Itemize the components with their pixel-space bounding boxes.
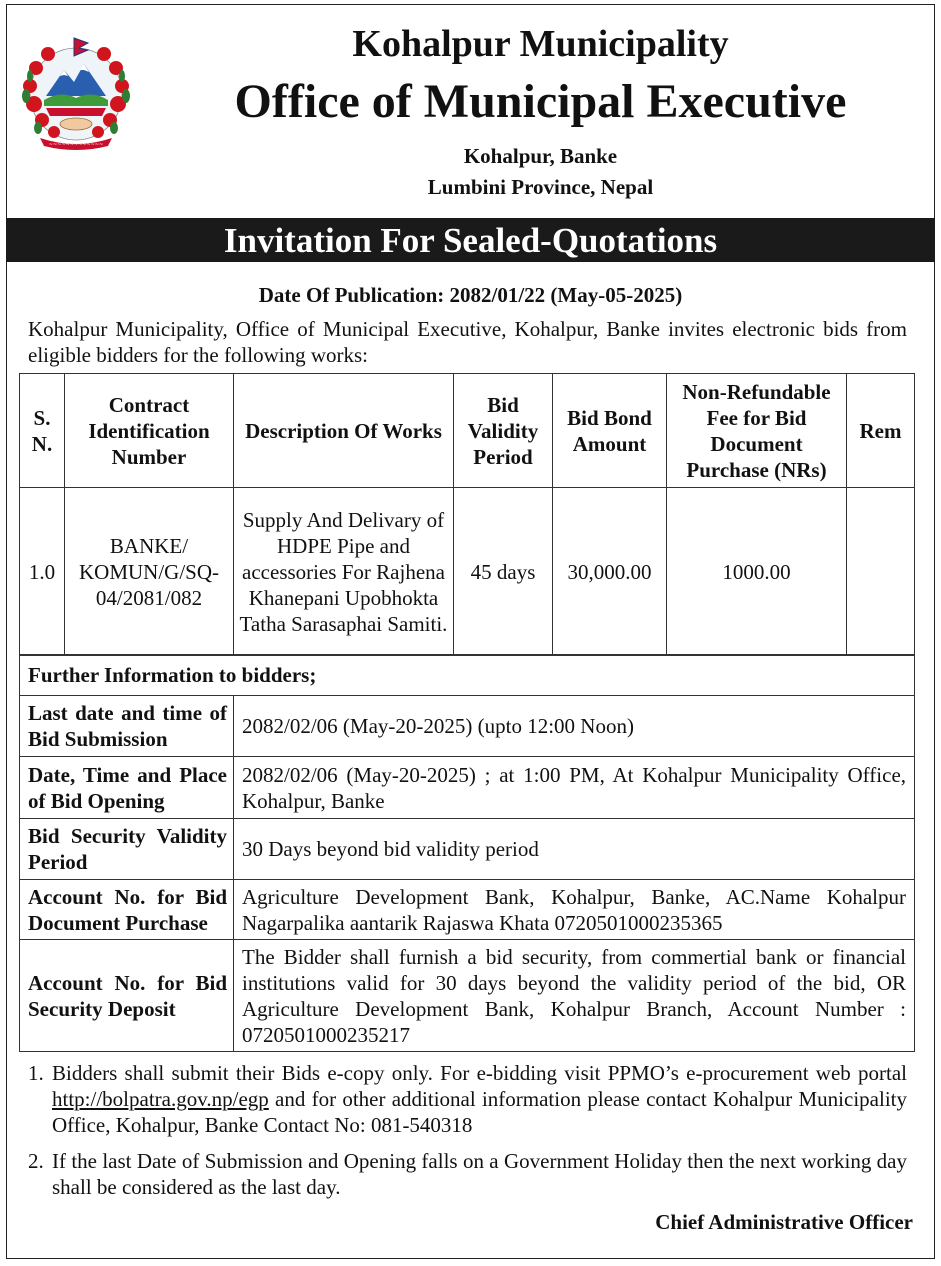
col-header-fee: Non-Refundable Fee for Bid Document Purchase (NRs): [667, 374, 847, 488]
further-info-title: Further Information to bidders;: [20, 655, 915, 696]
info-label-document-account: Account No. for Bid Document Purchase: [20, 880, 234, 940]
info-row: [20, 819, 915, 880]
info-row: [20, 880, 915, 940]
col-header-bid-bond: Bid Bond Amount: [553, 374, 667, 488]
col-header-sn: S. N.: [20, 374, 65, 488]
note-number: 2.: [28, 1149, 44, 1173]
info-label-security-validity: Bid Security Validity Period: [20, 819, 234, 880]
note-number: 1.: [28, 1061, 44, 1085]
info-label-opening: Date, Time and Place of Bid Opening: [20, 757, 234, 819]
info-label-security-deposit: Account No. for Bid Security Deposit: [20, 940, 234, 1052]
egp-portal-link[interactable]: http://bolpatra.gov.np/egp: [52, 1087, 269, 1111]
col-header-remarks: Rem: [847, 374, 915, 488]
note-text: [52, 1060, 907, 1138]
col-header-validity: Bid Validity Period: [454, 374, 553, 488]
info-value-submission: 2082/02/06 (May-20-2025) (upto 12:00 Noon): [234, 696, 915, 757]
nepal-emblem-icon: [16, 34, 136, 152]
table-header-row: [20, 374, 915, 488]
note-text-after-link: and for other additional information please contact Kohalpur Municipality Office, Kohalpur, Banke Contact No: 081-540318: [52, 1087, 907, 1137]
cell-bid-bond: 30,000.00: [553, 488, 667, 656]
further-info-title-row: [20, 655, 915, 696]
cell-remarks: [847, 488, 915, 656]
note-item: [28, 1148, 907, 1200]
works-table: [19, 373, 915, 656]
signature-title: Chief Administrative Officer: [655, 1210, 913, 1234]
notice-title-banner: Invitation For Sealed-Quotations: [6, 218, 935, 262]
cell-description: Supply And Delivary of HDPE Pipe and accessories For Rajhena Khanepani Upobhokta Tatha Sarasaphai Samiti.: [234, 488, 454, 656]
table-row: [20, 488, 915, 656]
address-line-2: Lumbini Province, Nepal: [427, 175, 654, 199]
note-item: [28, 1060, 907, 1138]
info-row: [20, 696, 915, 757]
info-value-opening: 2082/02/06 (May-20-2025) ; at 1:00 PM, At Kohalpur Municipality Office, Kohalpur, Banke: [234, 757, 915, 819]
note-text-before-link: Bidders shall submit their Bids e-copy only. For e-bidding visit PPMO’s e-procurement web portal: [52, 1061, 907, 1085]
info-value-document-account: Agriculture Development Bank, Kohalpur, Banke, AC.Name Kohalpur Nagarpalika aantarik Rajaswa Khata 0720501000235365: [234, 880, 915, 940]
cell-fee: 1000.00: [667, 488, 847, 656]
col-header-contract-id: Contract Identification Number: [65, 374, 234, 488]
org-name: Kohalpur Municipality: [352, 23, 729, 65]
note-text: If the last Date of Submission and Opening falls on a Government Holiday then the next working day shall be considered as the last day.: [52, 1149, 907, 1199]
info-label-submission: Last date and time of Bid Submission: [20, 696, 234, 757]
office-name: Office of Municipal Executive: [234, 75, 847, 128]
cell-contract-id: BANKE/ KOMUN/G/SQ-04/2081/082: [65, 488, 234, 656]
notes-list: [28, 1060, 907, 1200]
intro-paragraph: Kohalpur Municipality, Office of Municipal Executive, Kohalpur, Banke invites electronic bids from eligible bidders for the following works:: [28, 317, 907, 367]
info-row: [20, 757, 915, 819]
info-value-security-deposit: The Bidder shall furnish a bid security, from commertial bank or financial institutions valid for 30 days beyond the validity period of the bid, OR Agriculture Development Bank, Kohalpur Branch, Account Number : 0720501000235217: [234, 940, 915, 1052]
info-value-security-validity: 30 Days beyond bid validity period: [234, 819, 915, 880]
cell-validity: 45 days: [454, 488, 553, 656]
publication-date: Date Of Publication: 2082/01/22 (May-05-2025): [258, 283, 683, 307]
address-line-1: Kohalpur, Banke: [463, 144, 618, 168]
col-header-description: Description Of Works: [234, 374, 454, 488]
further-info-table: [19, 654, 915, 1052]
svg-text:~~~~~~~~~~~~~: ~~~~~~~~~~~~~: [48, 142, 104, 148]
cell-sn: 1.0: [20, 488, 65, 656]
info-row: [20, 940, 915, 1052]
